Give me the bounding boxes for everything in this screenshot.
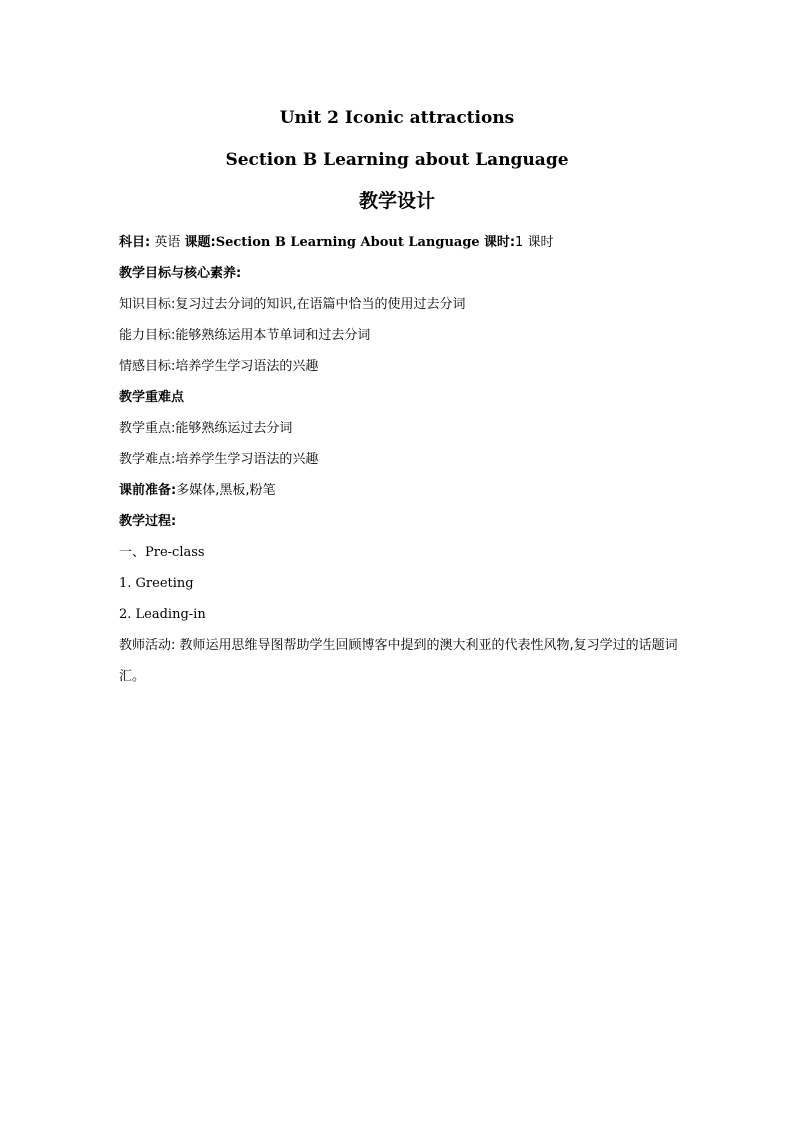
ability-objective: 能力目标:能够熟练运用本节单词和过去分词 [119,328,371,343]
unit-title: Unit 2 Iconic attractions [279,108,515,128]
document-body [119,227,679,692]
teaching-focus: 教学重点:能够熟练运过去分词 [119,421,293,436]
topic-label: 课题: [184,235,216,250]
process-stage: 一、Pre-class [119,545,205,560]
process-step-leading-in: 2. Leading-in [119,607,206,622]
period-label: 课时: [483,235,516,250]
design-title: 教学设计 [358,190,435,212]
topic-value: Section B Learning About Language [215,235,480,250]
info-line [119,227,679,258]
teaching-difficulty: 教学难点:培养学生学习语法的兴趣 [119,452,319,467]
subject-label: 科目: [119,235,151,250]
key-points-heading: 教学重难点 [119,390,185,405]
preparation-value: 多媒体,黑板,粉笔 [176,483,276,498]
teacher-activity: 教师活动: 教师运用思维导图帮助学生回顾博客中提到的澳大利亚的代表性风物,复习学过的话题词汇。 [119,638,678,684]
emotion-objective: 情感目标:培养学生学习语法的兴趣 [119,359,319,374]
objectives-heading: 教学目标与核心素养: [119,266,242,281]
subject-value: 英语 [154,235,181,250]
preparation-line [119,475,679,506]
preparation-label: 课前准备: [119,483,177,498]
knowledge-objective: 知识目标:复习过去分词的知识,在语篇中恰当的使用过去分词 [119,297,466,312]
process-step-greeting: 1. Greeting [119,576,194,591]
period-value: 1 课时 [515,235,554,250]
process-heading: 教学过程: [119,514,177,529]
section-title: Section B Learning about Language [225,150,569,170]
